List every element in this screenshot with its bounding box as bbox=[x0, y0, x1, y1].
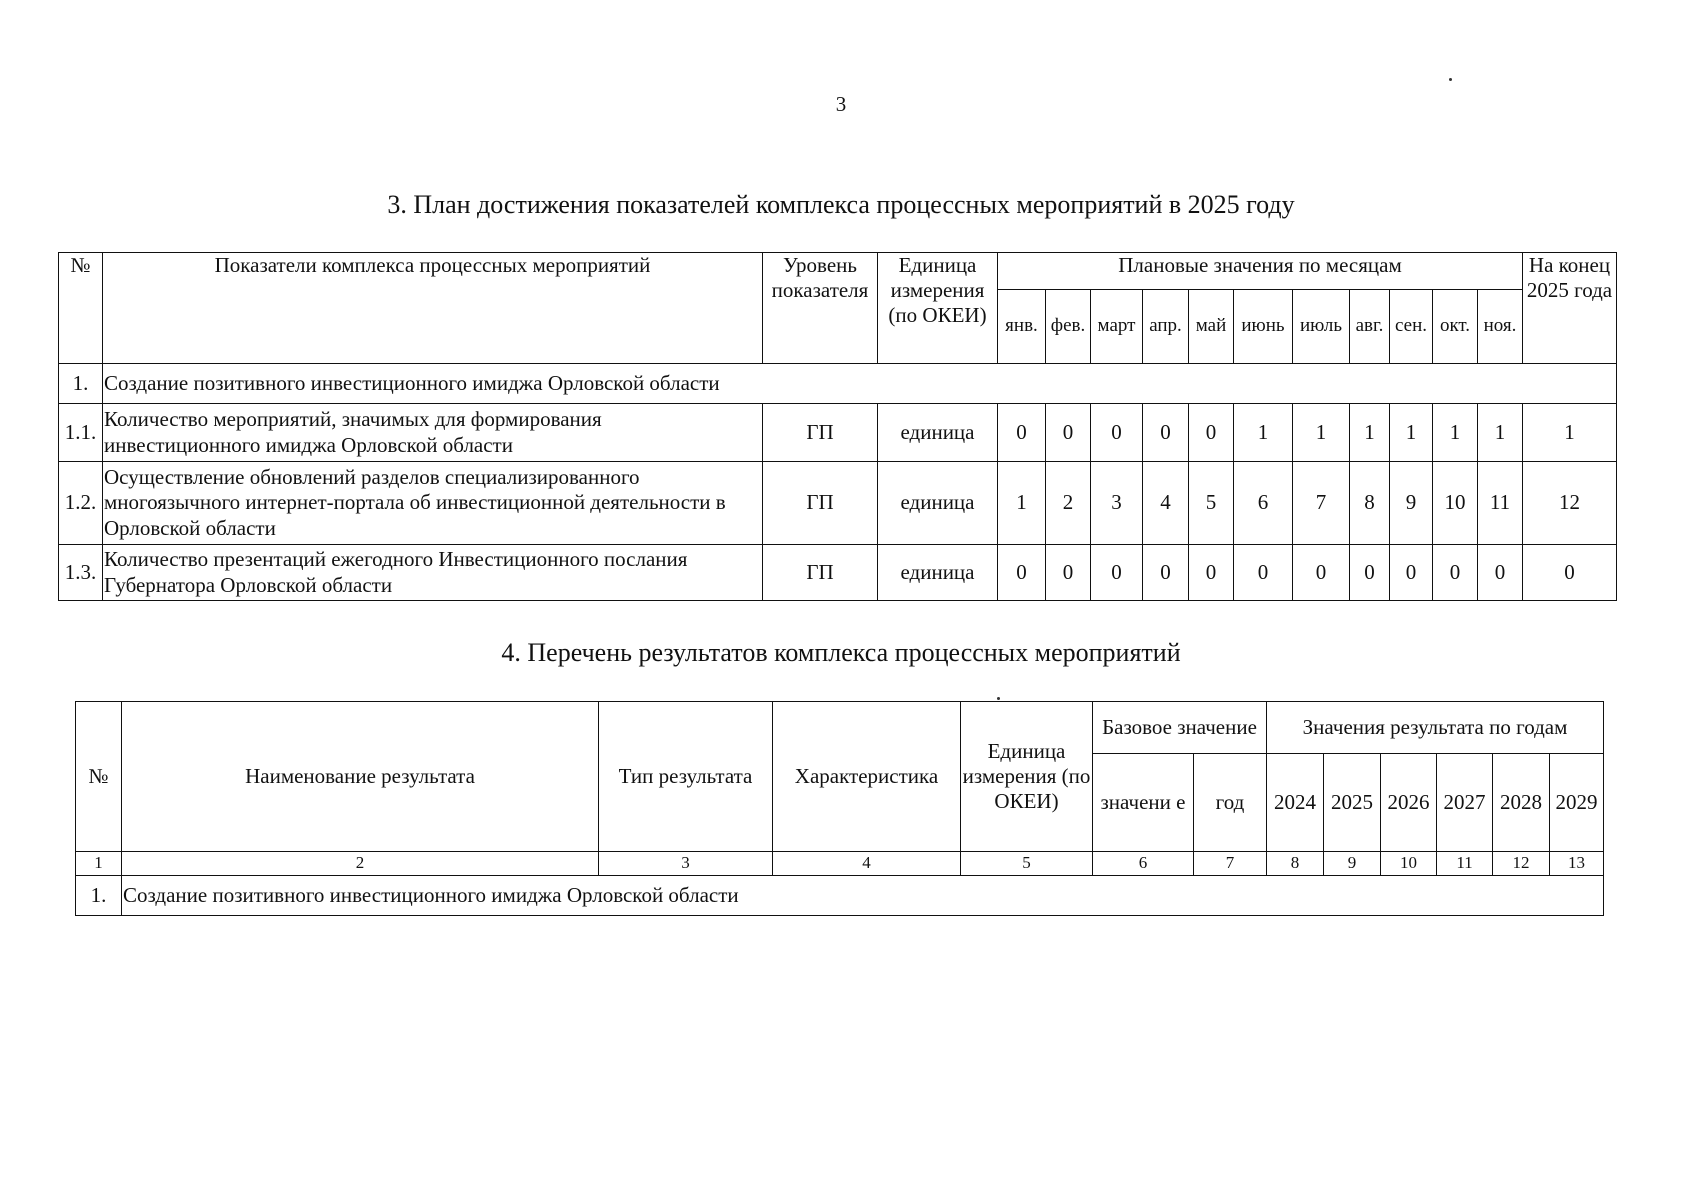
indicator-name: Количество презентаций ежегодного Инвестиционного послания Губернатора Орловской области bbox=[103, 545, 763, 601]
group-title: Создание позитивного инвестиционного имиджа Орловской области bbox=[122, 876, 1604, 916]
month-value: 0 bbox=[1143, 545, 1189, 601]
year-header: 2029 bbox=[1550, 754, 1604, 852]
table-row bbox=[59, 462, 1617, 545]
group-num: 1. bbox=[59, 364, 103, 404]
month-value: 0 bbox=[1433, 545, 1478, 601]
month-value: 1 bbox=[1350, 404, 1390, 462]
col-header-num: № bbox=[59, 253, 103, 364]
col-header-level: Уровень показателя bbox=[763, 253, 878, 364]
month-value: 1 bbox=[1433, 404, 1478, 462]
month-value: 0 bbox=[1189, 545, 1234, 601]
col-header-values-by-year: Значения результата по годам bbox=[1267, 702, 1604, 754]
col-header-year-end: На конец 2025 года bbox=[1523, 253, 1617, 364]
col-header-base-year: год bbox=[1194, 754, 1267, 852]
row-num: 1.3. bbox=[59, 545, 103, 601]
scan-speck bbox=[997, 697, 1000, 700]
month-value: 4 bbox=[1143, 462, 1189, 545]
col-header-planned: Плановые значения по месяцам bbox=[998, 253, 1523, 290]
col-header-characteristic: Характеристика bbox=[773, 702, 961, 852]
column-number: 6 bbox=[1093, 852, 1194, 876]
column-number: 3 bbox=[599, 852, 773, 876]
section-3-title: 3. План достижения показателей комплекса процессных мероприятий в 2025 году bbox=[387, 190, 1295, 219]
month-value: 9 bbox=[1390, 462, 1433, 545]
section-4-title: 4. Перечень результатов комплекса процессных мероприятий bbox=[501, 638, 1181, 667]
month-value: 0 bbox=[1091, 545, 1143, 601]
month-value: 0 bbox=[1046, 545, 1091, 601]
column-number: 9 bbox=[1324, 852, 1381, 876]
group-title: Создание позитивного инвестиционного имиджа Орловской области bbox=[103, 364, 1617, 404]
month-value: 2 bbox=[1046, 462, 1091, 545]
indicator-level: ГП bbox=[763, 462, 878, 545]
month-value: 0 bbox=[1046, 404, 1091, 462]
month-value: 8 bbox=[1350, 462, 1390, 545]
year-header: 2028 bbox=[1493, 754, 1550, 852]
col-header-num: № bbox=[76, 702, 122, 852]
col-header-name: Наименование результата bbox=[122, 702, 599, 852]
year-end-value: 0 bbox=[1523, 545, 1617, 601]
month-header: июнь bbox=[1234, 290, 1293, 364]
results-table bbox=[75, 701, 1604, 916]
month-header: март bbox=[1091, 290, 1143, 364]
year-header: 2024 bbox=[1267, 754, 1324, 852]
group-row bbox=[76, 876, 1604, 916]
month-header: авг. bbox=[1350, 290, 1390, 364]
column-number: 11 bbox=[1437, 852, 1493, 876]
row-num: 1.1. bbox=[59, 404, 103, 462]
column-number: 13 bbox=[1550, 852, 1604, 876]
page-number: 3 bbox=[835, 92, 847, 116]
month-value: 0 bbox=[1234, 545, 1293, 601]
month-value: 0 bbox=[1091, 404, 1143, 462]
year-header: 2026 bbox=[1381, 754, 1437, 852]
column-number: 12 bbox=[1493, 852, 1550, 876]
month-value: 11 bbox=[1478, 462, 1523, 545]
month-value: 0 bbox=[1350, 545, 1390, 601]
indicator-level: ГП bbox=[763, 404, 878, 462]
group-row bbox=[59, 364, 1617, 404]
month-value: 6 bbox=[1234, 462, 1293, 545]
indicator-name: Осуществление обновлений разделов специализированного многоязычного интернет-портала об инвестиционной деятельности в Орловской области bbox=[103, 462, 763, 545]
column-number: 5 bbox=[961, 852, 1093, 876]
column-number-row bbox=[76, 852, 1604, 876]
month-value: 10 bbox=[1433, 462, 1478, 545]
col-header-base-value: значени е bbox=[1093, 754, 1194, 852]
col-header-unit: Единица измерения (по ОКЕИ) bbox=[961, 702, 1093, 852]
column-number: 8 bbox=[1267, 852, 1324, 876]
indicator-name: Количество мероприятий, значимых для формирования инвестиционного имиджа Орловской области bbox=[103, 404, 763, 462]
month-value: 1 bbox=[1293, 404, 1350, 462]
column-number: 2 bbox=[122, 852, 599, 876]
month-value: 1 bbox=[1478, 404, 1523, 462]
year-header: 2027 bbox=[1437, 754, 1493, 852]
month-header: фев. bbox=[1046, 290, 1091, 364]
month-header: янв. bbox=[998, 290, 1046, 364]
month-value: 0 bbox=[998, 545, 1046, 601]
month-value: 0 bbox=[1189, 404, 1234, 462]
month-value: 1 bbox=[998, 462, 1046, 545]
table-row bbox=[59, 404, 1617, 462]
col-header-type: Тип результата bbox=[599, 702, 773, 852]
col-header-base: Базовое значение bbox=[1093, 702, 1267, 754]
month-value: 0 bbox=[1143, 404, 1189, 462]
indicator-unit: единица bbox=[878, 462, 998, 545]
month-header: сен. bbox=[1390, 290, 1433, 364]
month-value: 5 bbox=[1189, 462, 1234, 545]
month-value: 0 bbox=[1390, 545, 1433, 601]
col-header-unit: Единица измерения (по ОКЕИ) bbox=[878, 253, 998, 364]
row-num: 1.2. bbox=[59, 462, 103, 545]
month-header: апр. bbox=[1143, 290, 1189, 364]
table-row bbox=[59, 545, 1617, 601]
month-value: 3 bbox=[1091, 462, 1143, 545]
month-value: 7 bbox=[1293, 462, 1350, 545]
indicators-plan-table bbox=[58, 252, 1617, 601]
year-end-value: 1 bbox=[1523, 404, 1617, 462]
month-header: июль bbox=[1293, 290, 1350, 364]
column-number: 4 bbox=[773, 852, 961, 876]
column-number: 1 bbox=[76, 852, 122, 876]
month-value: 0 bbox=[1293, 545, 1350, 601]
column-number: 10 bbox=[1381, 852, 1437, 876]
month-value: 1 bbox=[1390, 404, 1433, 462]
scan-speck bbox=[1449, 78, 1452, 81]
month-header: окт. bbox=[1433, 290, 1478, 364]
col-header-indicators: Показатели комплекса процессных мероприятий bbox=[103, 253, 763, 364]
indicator-unit: единица bbox=[878, 404, 998, 462]
month-header: ноя. bbox=[1478, 290, 1523, 364]
year-header: 2025 bbox=[1324, 754, 1381, 852]
month-header: май bbox=[1189, 290, 1234, 364]
indicator-unit: единица bbox=[878, 545, 998, 601]
month-value: 0 bbox=[1478, 545, 1523, 601]
year-end-value: 12 bbox=[1523, 462, 1617, 545]
month-value: 1 bbox=[1234, 404, 1293, 462]
indicator-level: ГП bbox=[763, 545, 878, 601]
month-value: 0 bbox=[998, 404, 1046, 462]
group-num: 1. bbox=[76, 876, 122, 916]
column-number: 7 bbox=[1194, 852, 1267, 876]
